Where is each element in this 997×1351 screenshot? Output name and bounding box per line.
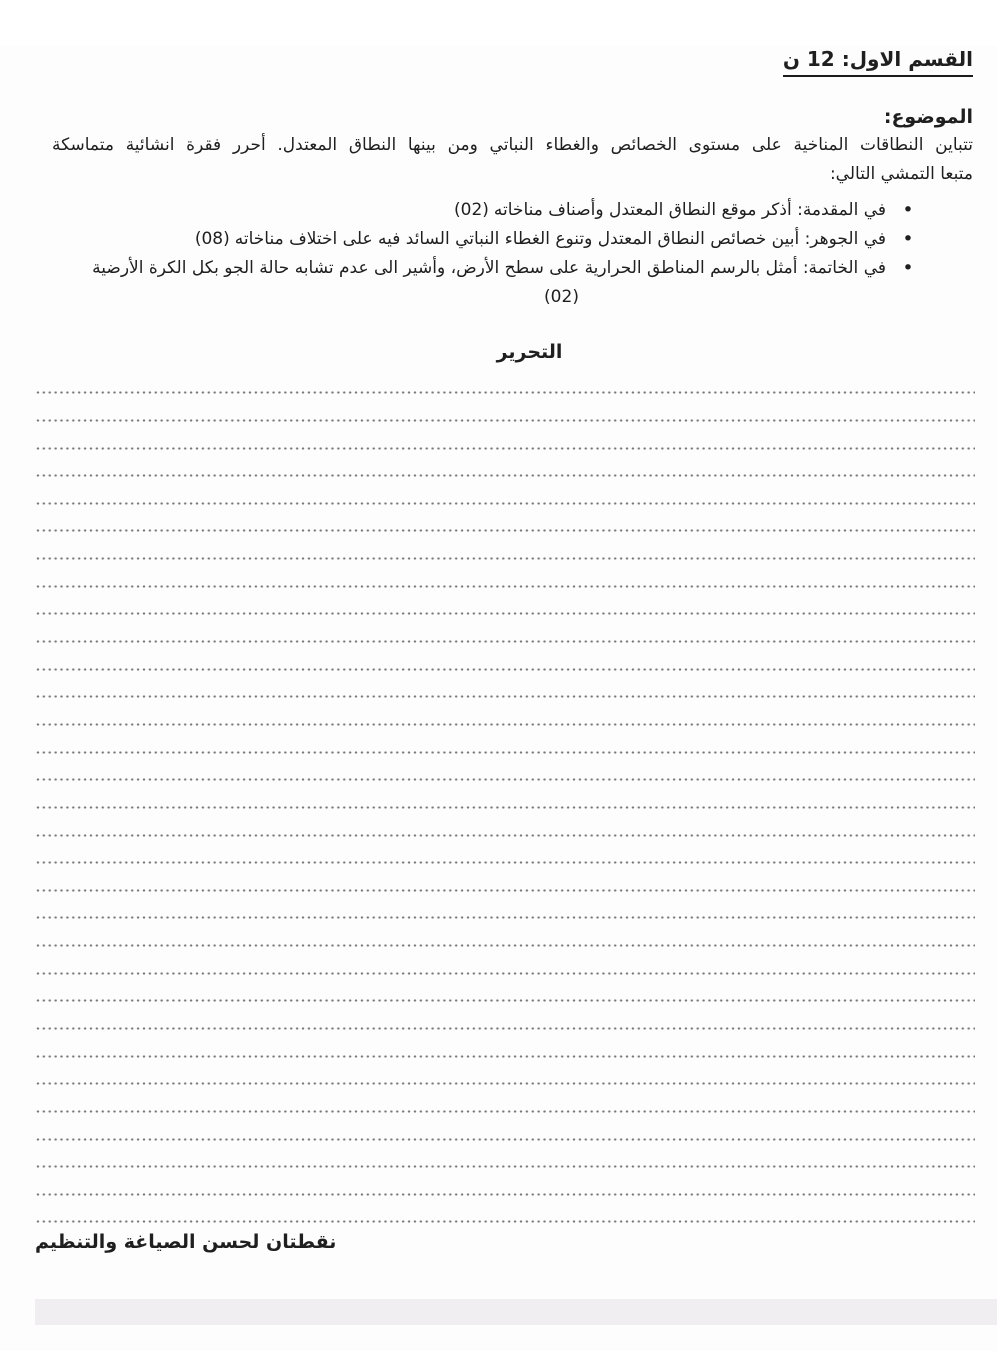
bullet-icon: • bbox=[902, 228, 914, 250]
writing-line bbox=[35, 975, 975, 1003]
writing-line bbox=[35, 782, 975, 810]
editor-title: التحرير bbox=[496, 341, 563, 363]
writing-line bbox=[35, 671, 975, 699]
step-intro-text: في المقدمة: أذكر موقع النطاق المعتدل وأصناف مناخاته bbox=[493, 200, 886, 220]
writing-line bbox=[35, 395, 975, 423]
step-score-line: (02) bbox=[544, 287, 579, 307]
writing-line bbox=[35, 726, 975, 754]
writing-line bbox=[35, 560, 975, 588]
writing-line bbox=[35, 920, 975, 948]
scan-band bbox=[35, 1299, 997, 1325]
writing-line bbox=[35, 643, 975, 671]
writing-line bbox=[35, 533, 975, 561]
step-text bbox=[38, 225, 886, 254]
list-item bbox=[38, 196, 973, 225]
bullet-icon: • bbox=[902, 199, 914, 221]
writing-line bbox=[35, 1169, 975, 1197]
writing-line bbox=[35, 1086, 975, 1114]
writing-line bbox=[35, 754, 975, 782]
writing-line bbox=[35, 1003, 975, 1031]
footer-note: نقطتان لحسن الصياغة والتنظيم bbox=[35, 1230, 337, 1253]
instruction-list bbox=[38, 196, 973, 312]
step-score: (02) bbox=[453, 200, 489, 220]
step-score: (08) bbox=[194, 229, 230, 249]
writing-lines bbox=[35, 367, 975, 1224]
exam-page bbox=[0, 46, 997, 1351]
writing-line bbox=[35, 1196, 975, 1224]
writing-line bbox=[35, 367, 975, 395]
writing-line bbox=[35, 1058, 975, 1086]
topic-text-line-2: متبعا التمشي التالي: bbox=[829, 164, 973, 184]
writing-line bbox=[35, 422, 975, 450]
section-header: القسم الاول: 12 ن bbox=[783, 46, 973, 77]
writing-line bbox=[35, 865, 975, 893]
writing-line bbox=[35, 1030, 975, 1058]
writing-line bbox=[35, 505, 975, 533]
header-row bbox=[38, 46, 973, 77]
writing-line bbox=[35, 837, 975, 865]
writing-line bbox=[35, 588, 975, 616]
writing-line bbox=[35, 616, 975, 644]
step-text bbox=[38, 196, 886, 225]
step-body-text: في الجوهر: أبين خصائص النطاق المعتدل وتنوع الغطاء النباتي السائد فيه على اختلاف مناخاته bbox=[234, 229, 886, 249]
topic-text-line-1: تتباين النطاقات المناخية على مستوى الخصائص والغطاء النباتي ومن بينها النطاق المعتدل. أحرر فقرة انشائية متماسكة bbox=[52, 135, 973, 155]
writing-line bbox=[35, 809, 975, 837]
list-item bbox=[38, 225, 973, 254]
writing-line bbox=[35, 1141, 975, 1169]
writing-line bbox=[35, 478, 975, 506]
writing-line bbox=[35, 947, 975, 975]
writing-line bbox=[35, 450, 975, 478]
writing-line bbox=[35, 1113, 975, 1141]
writing-line bbox=[35, 699, 975, 727]
bullet-icon: • bbox=[902, 257, 914, 279]
step-text: في الخاتمة: أمثل بالرسم المناطق الحرارية على سطح الأرض، وأشير الى عدم تشابه حالة الجو بكل الكرة الأرضية bbox=[92, 258, 886, 278]
writing-line bbox=[35, 892, 975, 920]
list-item bbox=[38, 254, 973, 283]
topic-text bbox=[52, 131, 973, 189]
topic-label: الموضوع: bbox=[883, 106, 973, 128]
